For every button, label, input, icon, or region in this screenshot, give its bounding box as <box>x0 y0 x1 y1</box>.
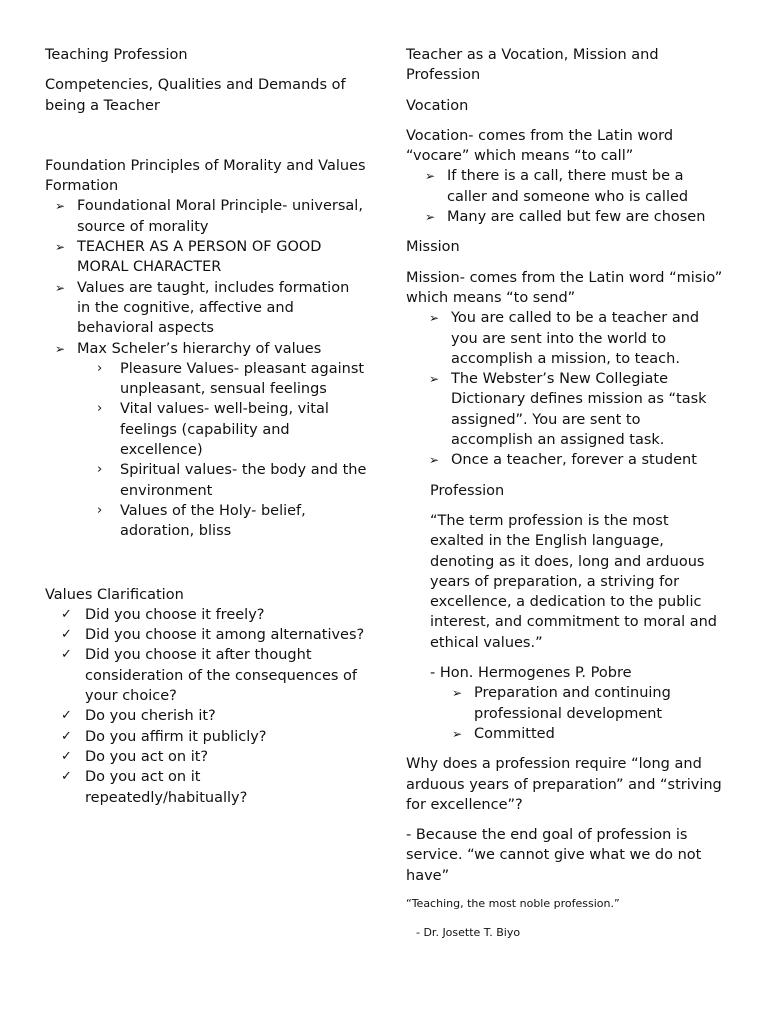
arrow-bullet-icon: ➢ <box>452 686 463 701</box>
arrow-bullet-icon: ➢ <box>429 311 440 326</box>
mission-list <box>419 308 724 470</box>
check-icon: ✓ <box>61 627 72 643</box>
vocation-heading: Vocation <box>406 97 469 114</box>
profession-quote: “The term profession is the most exalted in the English language, denoting as it does, long and arduous years of preparation, a striving for excellence, a dedication to the public interest, and commitment to moral and ethical values.” <box>430 512 717 651</box>
check-icon: ✓ <box>61 769 72 785</box>
arrow-bullet-icon: ➢ <box>425 210 436 225</box>
question-text: Why does a profession require “long and arduous years of preparation” and “striving for excellence”? <box>406 756 722 813</box>
list-item: ✓ Do you cherish it? <box>45 706 367 726</box>
check-icon: ✓ <box>61 708 72 724</box>
arrow-bullet-icon: ➢ <box>55 341 66 356</box>
list-item: ➢ Many are called but few are chosen <box>415 207 724 227</box>
chevron-bullet-icon: › <box>97 360 103 376</box>
list-item: ➢ Foundational Moral Principle- universal, source of morality <box>55 198 363 235</box>
scheler-hierarchy-list <box>45 359 367 542</box>
vocation-definition: Vocation- comes from the Latin word “vocare” which means “to call” <box>406 127 674 165</box>
list-item: ➢ Committed <box>442 724 724 744</box>
arrow-bullet-icon: ➢ <box>452 726 463 741</box>
list-item: ✓ Do you act on it repeatedly/habitually? <box>61 769 248 806</box>
list-item: ➢ Once a teacher, forever a student <box>419 450 724 470</box>
list-item: ➢ Values are taught, includes formation in the cognitive, affective and behavioral aspects <box>55 279 350 337</box>
values-clarification-heading: Values Clarification <box>45 586 184 603</box>
foundation-heading: Foundation Principles of Morality and Values Formation <box>45 157 366 195</box>
clarification-checklist <box>45 605 367 808</box>
list-item: ✓ Did you choose it freely? <box>45 605 367 625</box>
arrow-bullet-icon: ➢ <box>55 240 66 255</box>
list-item: ➢ If there is a call, there must be a caller and someone who is called <box>425 168 689 205</box>
list-item: ➢ Preparation and continuing professional development <box>452 685 671 722</box>
arrow-bullet-icon: ➢ <box>429 372 440 387</box>
list-item: ➢ The Webster’s New Collegiate Dictionary defines mission as “task assigned”. You are sent to accomplish an assigned task. <box>429 371 707 449</box>
list-item: ➢ You are called to be a teacher and you are sent into the world to accomplish a mission, to teach. <box>429 310 700 367</box>
arrow-bullet-icon: ➢ <box>425 169 436 184</box>
check-icon: ✓ <box>61 647 72 663</box>
chevron-bullet-icon: › <box>97 462 103 478</box>
closing-author: - Dr. Josette T. Biyo <box>416 925 521 939</box>
list-item: ✓ Did you choose it after thought consideration of the consequences of your choice? <box>61 647 358 705</box>
arrow-bullet-icon: ➢ <box>55 199 66 214</box>
foundation-list <box>45 196 367 541</box>
quote-author: - Hon. Hermogenes P. Pobre <box>430 665 632 682</box>
vocation-list <box>415 166 724 227</box>
closing-quote: “Teaching, the most noble profession.” <box>406 896 620 910</box>
list-item: ✓ Do you act on it? <box>45 747 367 767</box>
arrow-bullet-icon: ➢ <box>429 453 440 468</box>
list-item: › Values of the Holy- belief, adoration, bliss <box>97 502 306 540</box>
check-icon: ✓ <box>61 728 72 744</box>
page-title: Teaching Profession <box>45 47 188 63</box>
arrow-bullet-icon: ➢ <box>55 280 66 295</box>
list-item: ✓ Do you affirm it publicly? <box>45 727 367 747</box>
check-icon: ✓ <box>61 748 72 764</box>
profession-heading: Profession <box>430 482 505 499</box>
mission-definition: Mission- comes from the Latin word “misio” which means “to send” <box>406 269 723 306</box>
subtitle: Competencies, Qualities and Demands of being a Teacher <box>45 77 346 114</box>
mission-heading: Mission <box>406 239 460 256</box>
list-item: › Vital values- well-being, vital feelings (capability and excellence) <box>97 401 329 459</box>
list-item: ➢ TEACHER AS A PERSON OF GOOD MORAL CHARACTER <box>55 239 322 276</box>
answer-text: - Because the end goal of profession is service. “we cannot give what we do not have” <box>406 827 702 884</box>
list-item: ➢ Max Scheler’s hierarchy of values › Pleasure Values- pleasant against unpleasant, sensual feelings › Vital values- well-being, vital feelings (capability and excellence) › Spiritual values- the body and the environment › Values of the Holy- belief, adoration, bliss <box>45 339 367 542</box>
left-column <box>45 45 367 808</box>
right-column <box>406 45 724 940</box>
list-item: ✓ Did you choose it among alternatives? <box>45 625 367 645</box>
chevron-bullet-icon: › <box>97 401 103 417</box>
section-title: Teacher as a Vocation, Mission and Profession <box>406 47 659 84</box>
profession-list <box>442 683 724 744</box>
check-icon: ✓ <box>61 606 72 622</box>
chevron-bullet-icon: › <box>97 502 103 518</box>
list-item: › Pleasure Values- pleasant against unpleasant, sensual feelings <box>97 360 365 398</box>
list-item: › Spiritual values- the body and the environment <box>97 462 367 499</box>
